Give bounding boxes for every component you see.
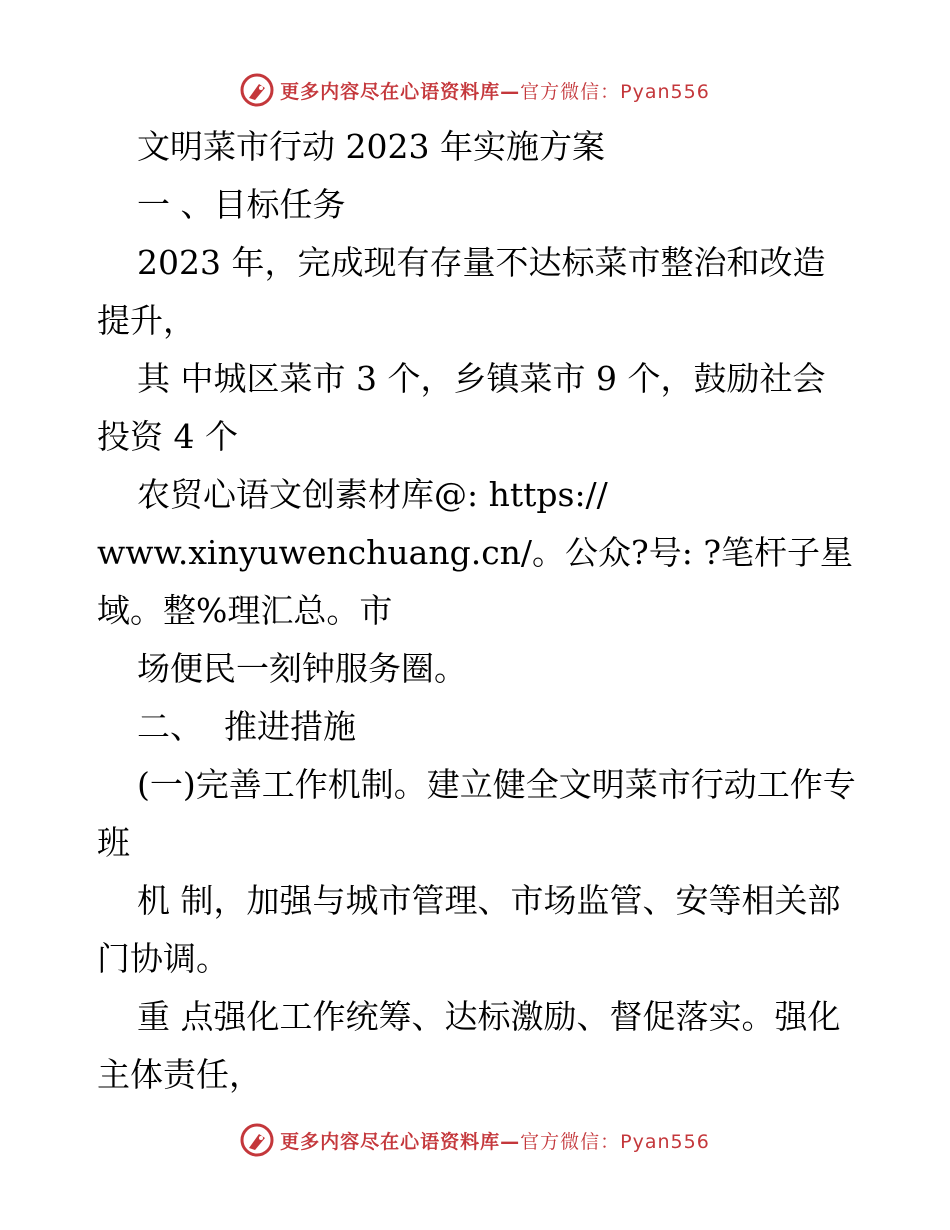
footer-banner [0,1120,950,1160]
paragraph: 场便民一刻钟服务圈。 [137,649,467,688]
paragraph: 2023 年，完成现有存量不达标菜市整治和改造提升， [97,243,826,340]
banner-title: 更多内容尽在心语资料库 [280,80,501,103]
paragraph: 重 点强化工作统筹、达标激励、督促落实。强化主体责任， [97,997,841,1094]
banner-title: 更多内容尽在心语资料库 [280,1130,501,1153]
banner-contact: 官方微信：Pyan556 [520,80,710,103]
pen-nib-logo-icon [240,1123,274,1157]
section-heading-2: 二、 推进措施 [137,707,356,746]
header-banner [0,70,950,110]
paragraph: www.xinyuwenchuang.cn/。公众?号: ?笔杆子星域。整%理汇总。市 [97,533,854,630]
banner-separator: — [500,80,521,103]
paragraph: 其 中城区菜市 3 个，乡镇菜市 9 个，鼓励社会投资 4 个 [97,359,826,456]
pen-nib-logo-icon [240,73,274,107]
banner-contact: 官方微信：Pyan556 [520,1130,710,1153]
section-heading-1: 一 、目标任务 [137,185,346,224]
paragraph: 农贸心语文创素材库@: https:// [137,475,608,514]
banner-text [280,1127,710,1154]
document-title: 文明菜市行动 2023 年实施方案 [137,127,605,166]
document-body [97,118,857,1104]
banner-separator: — [500,1130,521,1153]
banner-text [280,77,710,104]
paragraph: 机 制，加强与城市管理、市场监管、安等相关部门协调。 [97,881,841,978]
paragraph: (一)完善工作机制。建立健全文明菜市行动工作专班 [97,765,856,862]
